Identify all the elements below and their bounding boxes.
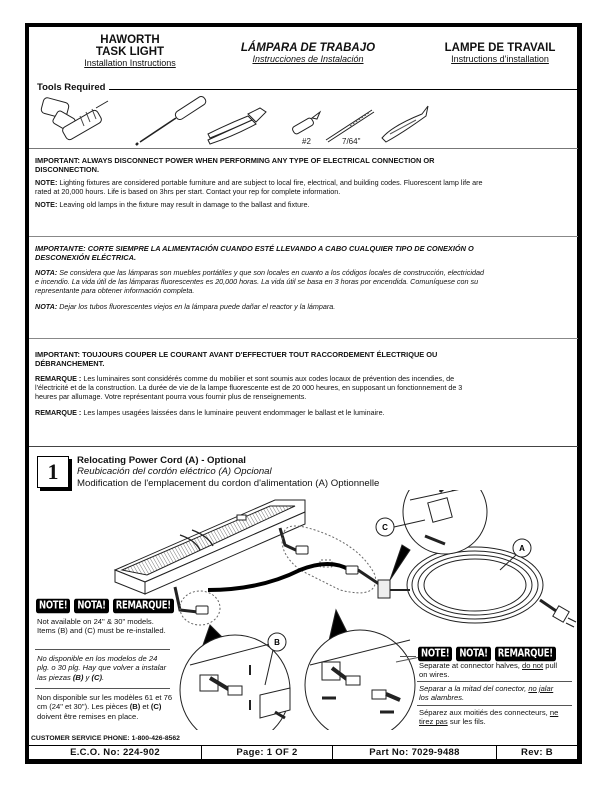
step-title-es: Reubicación del cordón eléctrico (A) Opcional — [77, 466, 272, 477]
item-ref-c: (C) — [150, 702, 162, 712]
note-label: NOTA: — [35, 301, 58, 311]
section-divider — [29, 446, 578, 447]
english-important-warning: IMPORTANT: ALWAYS DISCONNECT POWER WHEN PERFORMING ANY TYPE OF ELECTRICAL CONNECTION OR DISCONNECTION. — [35, 156, 435, 174]
note-label: NOTE: — [35, 178, 58, 187]
right-note-es — [419, 684, 559, 703]
note-text: y — [83, 672, 92, 682]
french-note-1 — [35, 374, 485, 402]
drill-icon — [40, 97, 108, 141]
french-section — [35, 350, 485, 417]
product-subtitle-es: Instrucciones de Instalación — [252, 54, 364, 64]
svg-text:B: B — [274, 638, 280, 647]
note-badges-right — [418, 648, 556, 660]
note-text: los alambres. — [419, 693, 465, 703]
note-text: Separar a la mitad del conector, — [419, 684, 529, 693]
french-note-2 — [35, 408, 485, 417]
note-separator — [35, 688, 170, 689]
section-divider — [29, 236, 578, 237]
cord-connector — [346, 566, 390, 598]
section-divider — [29, 338, 578, 339]
note-separator — [35, 649, 170, 650]
revision: Rev: B — [521, 747, 553, 758]
item-ref-b: (B) — [129, 702, 141, 712]
note-text: Séparez aux moitiés des connecteurs, — [419, 708, 550, 717]
note-badges-left — [36, 600, 174, 612]
note-text: Leaving old lamps in the fixture may result in damage to the ballast and fixture. — [57, 200, 310, 210]
header-english — [60, 34, 200, 69]
power-cord-routing — [208, 564, 350, 590]
left-note-en: Not available on 24" & 30" models. Items (B) and (C) must be re-installed. — [37, 617, 166, 636]
english-note-1 — [35, 178, 485, 196]
product-title-fr: LAMPE DE TRAVAIL — [444, 42, 556, 54]
note-text: Non disponible sur les modèles 61 et 76 cm (24" et 30"). Les pièces — [37, 693, 173, 712]
note-label: NOTA: — [35, 268, 58, 277]
brand-name: HAWORTH — [100, 34, 160, 46]
french-important-warning: IMPORTANT: TOUJOURS COUPER LE COURANT AVANT D'EFFECTUER TOUT RACCORDEMENT ÉLECTRIQUE OU DÉBRANCHEMENT. — [35, 350, 438, 368]
note-separator — [417, 705, 572, 706]
drill-bit-label: 7/64" — [342, 137, 361, 146]
product-subtitle-fr: Instructions d'installation — [451, 54, 549, 64]
step-title-en: Relocating Power Cord (A) - Optional — [77, 455, 246, 466]
svg-text:C: C — [382, 523, 388, 532]
document-footer — [29, 745, 577, 760]
note-label: REMARQUE : — [35, 407, 82, 417]
badge-nota: NOTA! — [74, 599, 108, 613]
right-wire-harness — [280, 526, 376, 593]
emphasis-text: no jalar — [528, 684, 554, 693]
item-ref-b: (B) — [72, 672, 84, 682]
note-text: No disponible en los modelos de 24 plg. o 30 plg. Hay que volver a instalar las piezas — [37, 654, 167, 682]
badge-note: NOTE! — [418, 647, 452, 661]
product-title-es: LÁMPARA DE TRABAJO — [240, 42, 376, 54]
note-text: Les lampes usagées laissées dans le luminaire peuvent endommager le ballast et le luminaire. — [81, 407, 385, 417]
spanish-section — [35, 244, 485, 311]
section-divider — [29, 148, 578, 149]
step-title-fr: Modification de l'emplacement du cordon d'alimentation (A) Optionnelle — [77, 478, 380, 489]
note-text: Les luminaires sont considérés comme du mobilier et sont soumis aux codes locaux de prévention des incendies, de l'électricité et de la construction. La durée de vie de la lampe fluorescente est de 20 000 heures, en supposant un fonctionnement de 3 heures par allumage. Votre représentant pourra vous fournir plus de renseignements. — [35, 374, 463, 402]
note-text: Lighting fixtures are considered portable furniture and are subject to local fire, electrical, and building codes. Fluorescent lamp life are rated at 20,000 hours. Life is based on 3hrs per start. Contact your rep for complete information. — [35, 178, 483, 197]
note-text: . — [102, 672, 105, 682]
note-leader-line — [400, 656, 416, 657]
badge-nota: NOTA! — [456, 647, 490, 661]
eco-number: E.C.O. No: 224-902 — [29, 746, 202, 760]
tools-required-label: Tools Required — [37, 82, 109, 93]
step-number-box: 1 — [37, 456, 69, 488]
left-wire-harness — [175, 587, 220, 625]
note-text: pull on wires. — [419, 661, 558, 680]
header-french — [430, 42, 570, 65]
emphasis-text: ne tirez pas — [419, 708, 559, 727]
detail-circle-right — [305, 610, 430, 730]
note-separator — [417, 681, 572, 682]
spanish-note-1 — [35, 268, 485, 296]
pliers-icon — [208, 108, 266, 144]
part-number: Part No: 7029-9488 — [333, 746, 497, 760]
note-text: Se considera que las lámparas son muebles portátiles y que son locales en cuanto a los códigos locales de construcción, electricidad e incendio. La vida útil de las lámparas fluorescentes es 20,000 horas. La vida útil se basa en 3 horas por encendida. Comuníquese con su representante para obtener información completa. — [35, 268, 484, 296]
badge-remarque: REMARQUE! — [113, 599, 174, 613]
spanish-note-2 — [35, 302, 485, 311]
screwdriver-icon — [136, 96, 207, 145]
right-note-en — [419, 661, 559, 680]
customer-service-phone: CUSTOMER SERVICE PHONE: 1-800-426-8562 — [31, 735, 180, 742]
badge-remarque: REMARQUE! — [495, 647, 556, 661]
note-text: Dejar los tubos fluorescentes viejos en la lámpara puede dañar el reactor y la lámpara. — [57, 301, 336, 311]
note-text: et — [140, 702, 151, 712]
english-section — [35, 156, 485, 210]
note-label: NOTE: — [35, 200, 58, 210]
power-cord-coil — [390, 547, 576, 627]
note-label: REMARQUE : — [35, 374, 82, 383]
tools-rule — [37, 89, 578, 90]
spanish-important-warning: IMPORTANTE: CORTE SIEMPRE LA ALIMENTACIÓN CUANDO ESTÉ LLEVANDO A CABO CUALQUIER TIPO DE CONEXIÓN O DESCONEXIÓN ELÉCTRICA. — [35, 244, 474, 262]
product-title: TASK LIGHT — [95, 46, 165, 58]
left-note-fr — [37, 693, 177, 721]
right-note-fr — [419, 708, 574, 727]
emphasis-text: do not — [522, 661, 544, 670]
tools-illustration — [40, 96, 440, 148]
header-spanish — [228, 42, 388, 65]
note-text: doivent être remises en place. — [37, 711, 139, 721]
phillips-bit-icon — [291, 112, 320, 135]
badge-note: NOTE! — [36, 599, 70, 613]
note-text: Separate at connector halves, — [419, 661, 523, 670]
left-note-es — [37, 654, 169, 682]
english-note-2 — [35, 200, 485, 209]
item-ref-c: (C) — [91, 672, 103, 682]
page-number: Page: 1 OF 2 — [202, 746, 333, 760]
phillips-bit-label: #2 — [302, 137, 311, 146]
note-text: sur les fils. — [447, 717, 486, 727]
utility-knife-icon — [382, 106, 428, 142]
svg-text:A: A — [519, 544, 525, 553]
product-subtitle: Installation Instructions — [84, 58, 176, 68]
